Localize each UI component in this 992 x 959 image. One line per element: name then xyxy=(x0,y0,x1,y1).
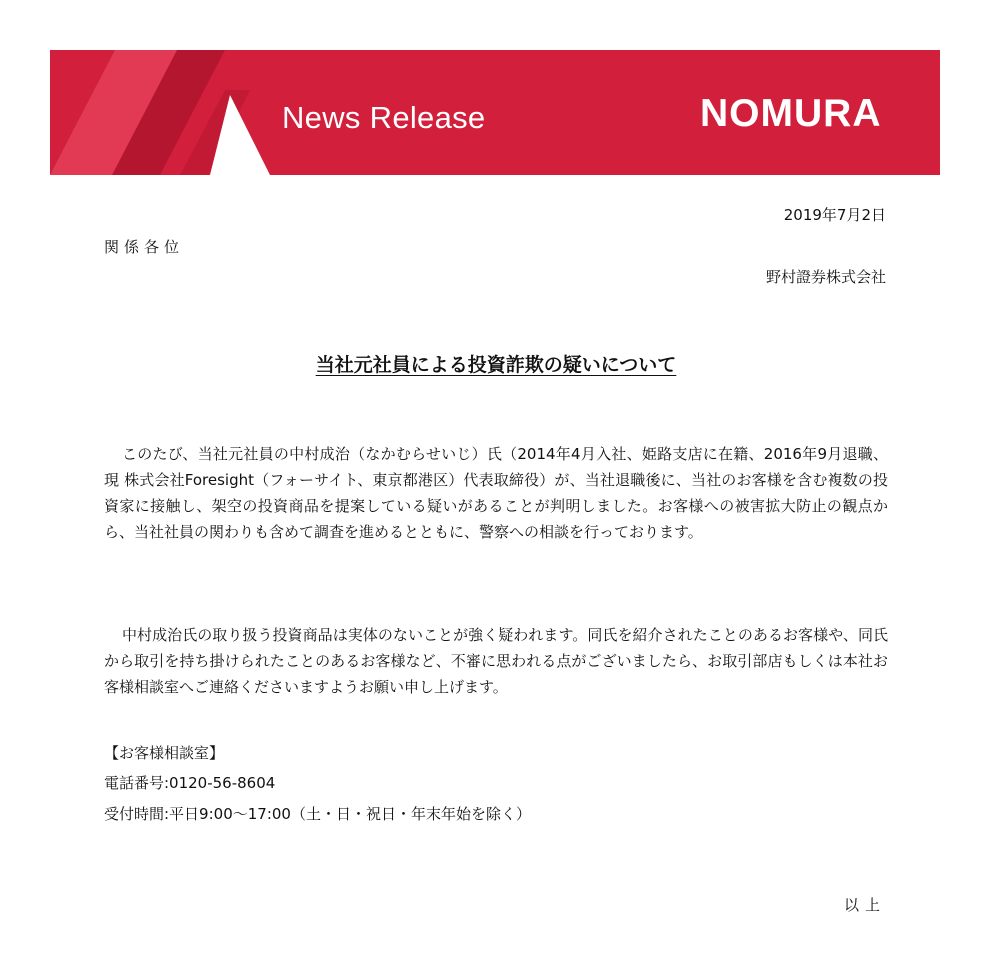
addressee: 関係各位 xyxy=(104,238,185,256)
body-paragraph-1: このたび、当社元社員の中村成治（なかむらせいじ）氏（2014年4月入社、姫路支店に在籍、2016年9月退職、現 株式会社Foresight（フォーサイト、東京都港区）代表取締役）が、当社退職後に、当社のお客様を含む複数の投資家に接触し、架空の投資商品を提案している疑いがあることが判明しました。お客様への被害拡大防止の観点から、当社社員の関わりも含めて調査を進めるとともに、警察への相談を行っております。 xyxy=(104,445,888,541)
nomura-logo: NOMURA xyxy=(700,92,882,135)
document-title: 当社元社員による投資詐欺の疑いについて xyxy=(315,354,677,376)
consultation-title: 【お客様相談室】 xyxy=(104,744,225,762)
body-paragraph-2: 中村成治氏の取り扱う投資商品は実体のないことが強く疑われます。同氏を紹介されたことのあるお客様や、同氏から取引を持ち掛けられたことのあるお客様など、不審に思われる点がございましたら、お取引部店もしくは本社お客様相談室へご連絡くださいますようお願い申し上げます。 xyxy=(104,626,888,696)
office-hours: 受付時間:平日9:00～17:00（土・日・祝日・年末年始を除く） xyxy=(104,805,531,823)
phone-number: 電話番号:0120-56-8604 xyxy=(104,774,276,792)
banner-heading: News Release xyxy=(282,100,486,135)
closing-remark: 以上 xyxy=(843,896,886,914)
company-name: 野村證券株式会社 xyxy=(765,268,886,286)
release-date: 2019年7月2日 xyxy=(783,206,886,224)
